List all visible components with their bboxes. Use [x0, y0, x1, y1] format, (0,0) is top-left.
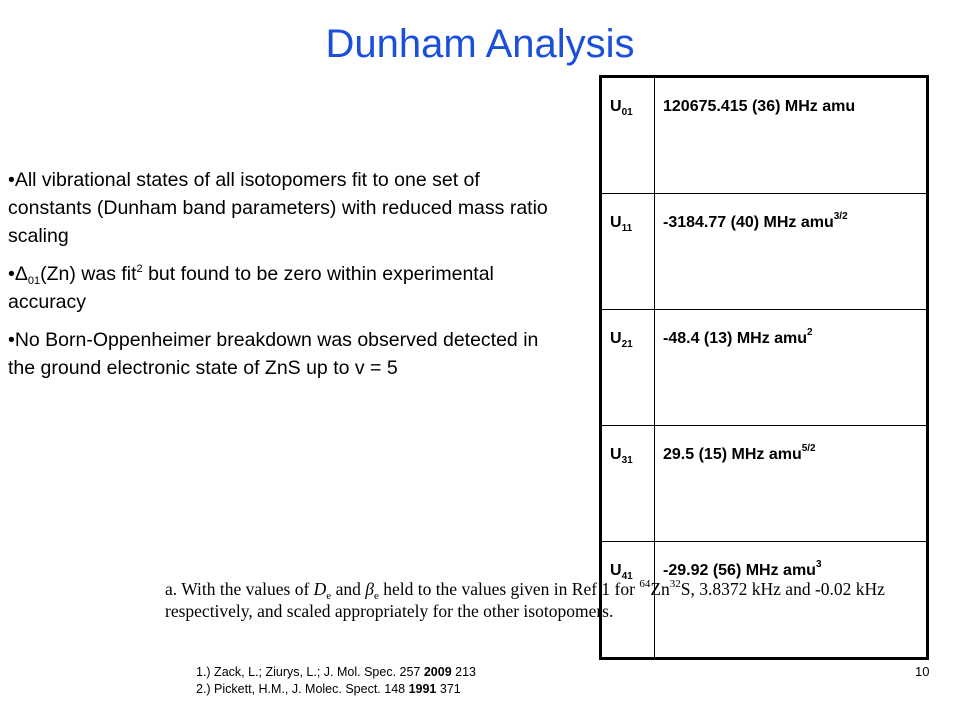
footnote-text: S — [680, 579, 691, 599]
reference-year: 2009 — [423, 665, 452, 679]
symbol-subscript: 11 — [621, 223, 633, 234]
symbol-letter: U — [610, 214, 622, 231]
value-text: 29.5 (15) MHz amu — [663, 446, 802, 463]
bullet-item: •All vibrational states of all isotopomers fit to one set of constants (Dunham band parameters) with reduced mass ratio scaling — [8, 169, 548, 247]
bullet-text: (Zn) was fit — [40, 263, 137, 285]
parameter-value — [655, 77, 928, 194]
reference-item — [196, 664, 476, 681]
footnote-text: and — [331, 579, 366, 599]
bullet-list — [8, 166, 568, 392]
superscript: 2 — [136, 263, 143, 275]
bullet-text: but found to be zero within experimental accuracy — [8, 263, 494, 313]
table-row — [601, 426, 928, 542]
reference-list — [196, 664, 476, 698]
bullet-text: •Δ — [8, 263, 28, 285]
superscript: 64 — [639, 578, 651, 590]
table-row — [601, 194, 928, 310]
reference-text: 371 — [436, 682, 461, 696]
parameter-symbol — [601, 310, 655, 426]
parameter-symbol — [601, 426, 655, 542]
reference-year: 1991 — [408, 682, 437, 696]
symbol-subscript: 21 — [621, 339, 633, 350]
subscript: e — [326, 590, 332, 602]
symbol-subscript: 01 — [621, 107, 633, 118]
symbol-letter: U — [610, 330, 622, 347]
table-footnote — [165, 578, 955, 622]
symbol-letter: U — [610, 446, 622, 463]
symbol-subscript: 41 — [621, 571, 633, 582]
value-text: -29.92 (56) MHz amu — [663, 562, 816, 579]
slide-title: Dunham Analysis — [325, 22, 635, 66]
reference-text: 1.) Zack, L.; Ziurys, L.; J. Mol. Spec. 257 — [196, 665, 424, 679]
reference-item — [196, 681, 476, 698]
value-exponent: 2 — [807, 327, 813, 338]
footnote-text: Zn — [650, 579, 670, 599]
reference-text: 213 — [451, 665, 477, 679]
parameter-value — [655, 310, 928, 426]
parameter-value — [655, 426, 928, 542]
page-number: 10 — [915, 664, 930, 679]
value-text: -3184.77 (40) MHz amu — [663, 214, 834, 231]
value-text: 120675.415 (36) MHz amu — [663, 98, 856, 115]
dunham-parameter-table — [599, 75, 929, 660]
table-row — [601, 310, 928, 426]
symbol-letter: U — [610, 562, 622, 579]
value-text: -48.4 (13) MHz amu — [663, 330, 808, 347]
value-exponent: 3/2 — [833, 211, 848, 222]
bullet-item — [8, 260, 568, 316]
footnote-text: , 3.8372 kHz and -0.02 kHz respectively, and scaled appropriately for the other isotopomers. — [165, 579, 885, 621]
table-row — [601, 77, 928, 194]
superscript: 32 — [669, 578, 681, 590]
parameter-value — [655, 194, 928, 310]
subscript: 01 — [27, 275, 41, 287]
footnote-text: held to the values given in Ref 1 for — [378, 579, 640, 599]
value-exponent: 3 — [815, 559, 822, 570]
value-exponent: 5/2 — [801, 443, 816, 454]
symbol-letter: U — [610, 98, 622, 115]
footnote-text: a. With the values of — [165, 579, 314, 599]
subscript: e — [373, 590, 379, 602]
parameter-symbol — [601, 77, 655, 194]
symbol-de: D — [313, 579, 327, 599]
parameter-symbol — [601, 194, 655, 310]
reference-text: 2.) Pickett, H.M., J. Molec. Spect. 148 — [196, 682, 409, 696]
bullet-item: •No Born-Oppenheimer breakdown was observed detected in the ground electronic state of ZnS up to v = 5 — [8, 329, 539, 379]
symbol-subscript: 31 — [621, 455, 633, 466]
symbol-beta-e: β — [365, 579, 374, 599]
